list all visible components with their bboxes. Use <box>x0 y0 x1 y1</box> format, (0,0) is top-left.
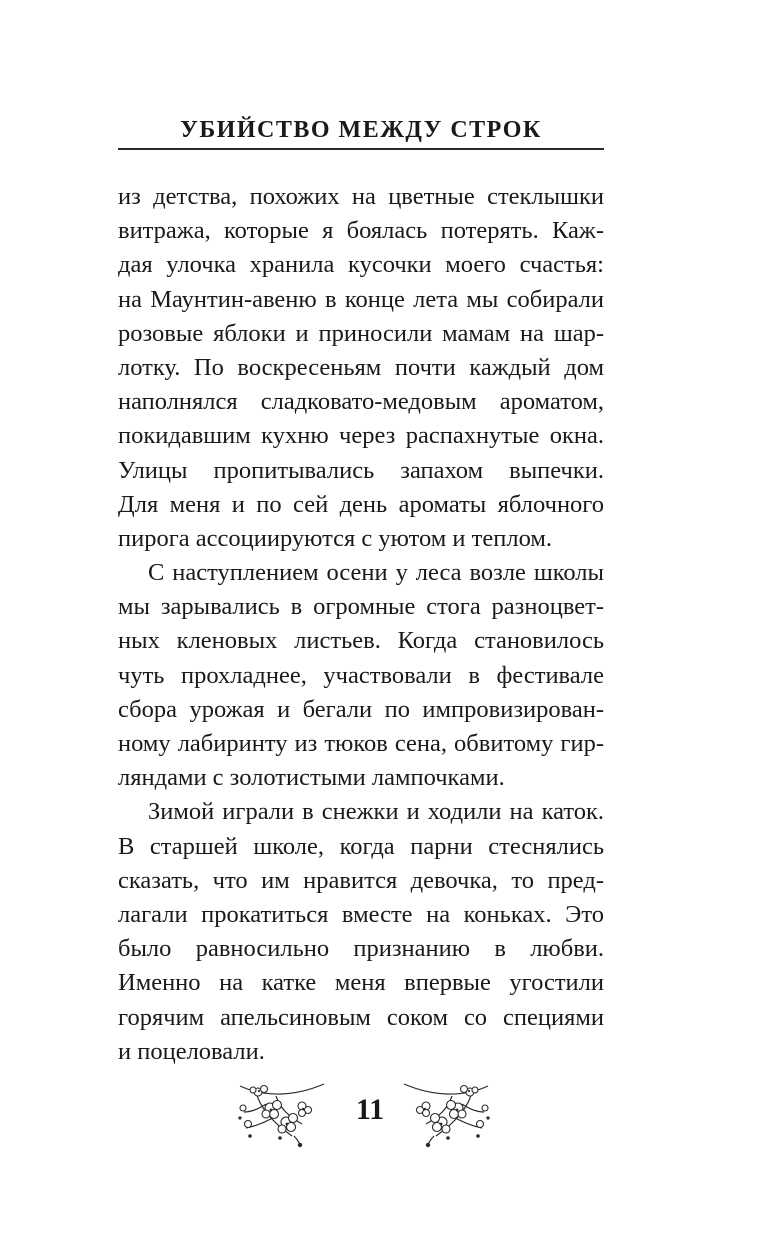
text-line: и поцеловали. <box>118 1037 265 1065</box>
text-line: сказать, что им нравится девочка, то пред- <box>118 866 604 894</box>
page-footer <box>0 1078 768 1148</box>
text-line: пирога ассоциируются с уютом и теплом. <box>118 524 553 552</box>
text-line: Именно на катке меня впервые угостили <box>118 969 604 997</box>
text-line: лагали прокатиться вместе на коньках. Это <box>118 900 604 928</box>
text-line: Зимой играли в снежки и ходили на каток. <box>148 798 604 826</box>
header-rule <box>118 148 604 150</box>
text-line: из детства, похожих на цветные стеклышки <box>118 183 604 210</box>
floral-branch-icon <box>400 1078 492 1148</box>
text-line: покидавшим кухню через распахнутые окна. <box>118 422 604 450</box>
text-line: розовые яблоки и приносили мамам на шар- <box>118 319 604 347</box>
text-line: наполнялся сладковато-медовым ароматом, <box>118 388 604 416</box>
floral-branch-icon <box>236 1078 328 1148</box>
text-line: С наступлением осени у леса возле школы <box>148 559 604 587</box>
paragraph-1 <box>118 180 604 556</box>
paragraph-2 <box>118 556 604 795</box>
text-line: ляндами с золотистыми лампочками. <box>118 764 505 792</box>
text-line: было равносильно признанию в любви. <box>118 935 604 963</box>
text-line: витража, которые я боялась потерять. Каж- <box>118 217 604 245</box>
text-line: Улицы пропитывались запахом выпечки. <box>118 456 604 484</box>
text-line: В старшей школе, когда парни стеснялись <box>118 832 604 860</box>
page-number: 11 <box>355 1093 385 1126</box>
text-line: лотку. По воскресеньям почти каждый дом <box>118 353 604 381</box>
text-line: на Маунтин-авеню в конце лета мы собирали <box>118 285 604 313</box>
text-line: ных кленовых листьев. Когда становилось <box>118 627 604 655</box>
text-line: дая улочка хранила кусочки моего счастья: <box>118 251 604 279</box>
text-line: Для меня и по сей день ароматы яблочного <box>118 490 604 518</box>
text-line: чуть прохладнее, участвовали в фестивале <box>118 661 604 689</box>
text-line: ному лабиринту из тюков сена, обвитому гир- <box>118 730 604 757</box>
text-line: сбора урожая и бегали по импровизирован- <box>118 695 604 723</box>
page-body <box>118 180 604 1069</box>
paragraph-3 <box>118 795 604 1069</box>
text-line: мы зарывались в огромные стога разноцвет- <box>118 593 604 621</box>
text-line: горячим апельсиновым соком со специями <box>118 1003 604 1031</box>
running-header: УБИЙСТВО МЕЖДУ СТРОК <box>180 117 542 143</box>
